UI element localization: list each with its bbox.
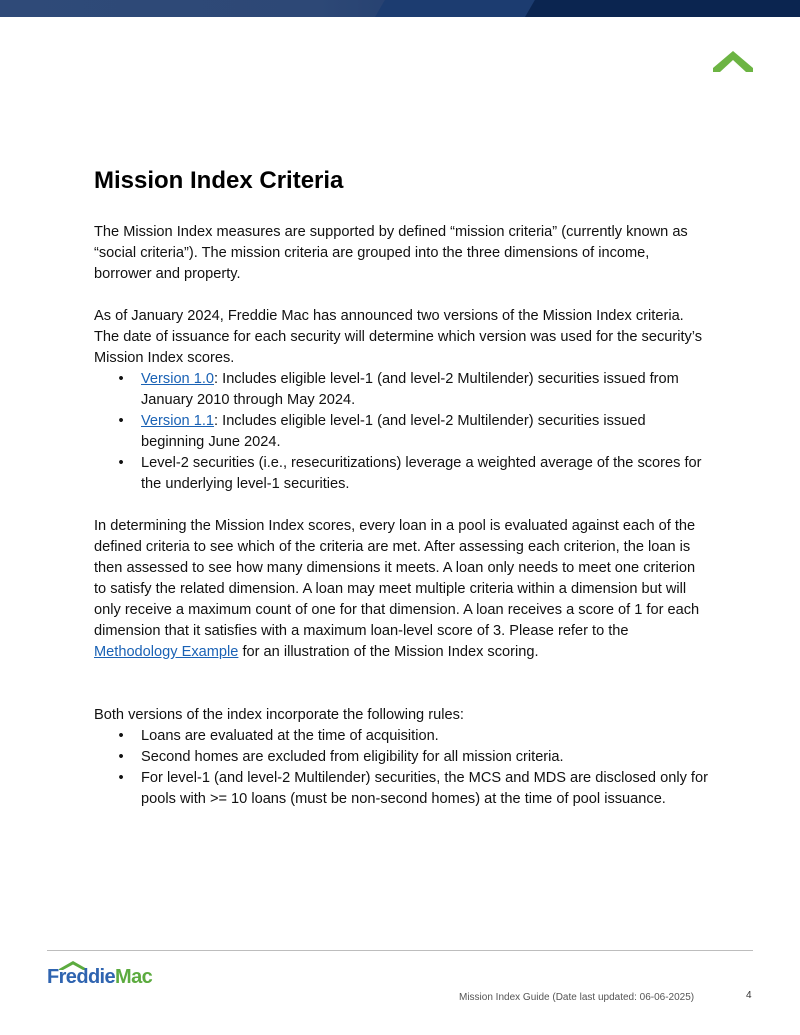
list-item-text: Loans are evaluated at the time of acquisition. bbox=[141, 728, 439, 744]
list-item-text: For level-1 (and level-2 Multilender) securities, the MCS and MDS are disclosed only for pools with >= 10 loans (must be non-second homes) at the time of pool issuance. bbox=[141, 770, 708, 807]
logo-word-freddie: Freddie bbox=[47, 966, 116, 988]
bullet: • bbox=[118, 770, 124, 786]
page-number: 4 bbox=[746, 990, 752, 1001]
bullet: • bbox=[118, 413, 124, 429]
list-item-text: : Includes eligible level-1 (and level-2 Multilender) securities issued from January 2010 through May 2024. bbox=[141, 371, 679, 408]
scoring-text: In determining the Mission Index scores, every loan in a pool is evaluated against each of the defined criteria to see which of the criteria are met. After assessing each criterion, the loan is then assessed to see how many dimensions it meets. A loan only needs to meet one criterion to satisfy the related dimension. A loan may meet multiple criteria within a dimension but will only receive a maximum count of one for that dimension. A loan receives a score of 1 for each dimension that it satisfies with a maximum loan-level score of 3. Please refer to the bbox=[94, 518, 700, 639]
bullet: • bbox=[118, 455, 124, 471]
list-item bbox=[94, 411, 709, 453]
bullet: • bbox=[118, 728, 124, 744]
header-band bbox=[0, 0, 800, 17]
list-item bbox=[94, 768, 709, 810]
version-1-0-link[interactable]: Version 1.0 bbox=[141, 371, 215, 387]
version-1-1-link[interactable]: Version 1.1 bbox=[141, 413, 215, 429]
versions-list bbox=[94, 369, 709, 495]
intro-paragraph: The Mission Index measures are supported by defined “mission criteria” (currently known as “social criteria”). The mission criteria are grouped into the three dimensions of income, borrower and property. bbox=[94, 224, 688, 282]
list-item-text: Second homes are excluded from eligibility for all mission criteria. bbox=[141, 749, 564, 765]
bullet: • bbox=[118, 749, 124, 765]
footer-divider bbox=[47, 950, 753, 951]
list-item-text: Level-2 securities (i.e., resecuritizations) leverage a weighted average of the scores for the underlying level-1 securities. bbox=[141, 455, 702, 492]
versions-intro-paragraph: As of January 2024, Freddie Mac has announced two versions of the Mission Index criteria. The date of issuance for each security will determine which version was used for the security’s Mission Index scores. bbox=[94, 308, 703, 366]
logo-word-mac: Mac bbox=[115, 966, 153, 988]
footer-doc-title: Mission Index Guide (Date last updated: 06-06-2025) bbox=[459, 992, 695, 1003]
rules-intro-paragraph: Both versions of the index incorporate the following rules: bbox=[94, 707, 464, 723]
list-item bbox=[94, 453, 709, 495]
page-title: Mission Index Criteria bbox=[94, 167, 344, 194]
scoring-text-end: for an illustration of the Mission Index scoring. bbox=[238, 644, 539, 660]
header-band-stripe bbox=[375, 0, 535, 17]
list-item-text: : Includes eligible level-1 (and level-2 Multilender) securities issued beginning June 2024. bbox=[141, 413, 646, 450]
rules-list bbox=[94, 726, 709, 810]
house-roof-icon bbox=[713, 48, 753, 72]
list-item bbox=[94, 369, 709, 411]
list-item bbox=[94, 747, 709, 768]
list-item bbox=[94, 726, 709, 747]
bullet: • bbox=[118, 371, 124, 387]
methodology-example-link[interactable]: Methodology Example bbox=[94, 644, 239, 660]
logo-wordmark bbox=[47, 966, 152, 989]
freddie-mac-logo bbox=[47, 960, 162, 990]
scoring-paragraph bbox=[94, 516, 709, 663]
header-band-stripe bbox=[525, 0, 800, 17]
